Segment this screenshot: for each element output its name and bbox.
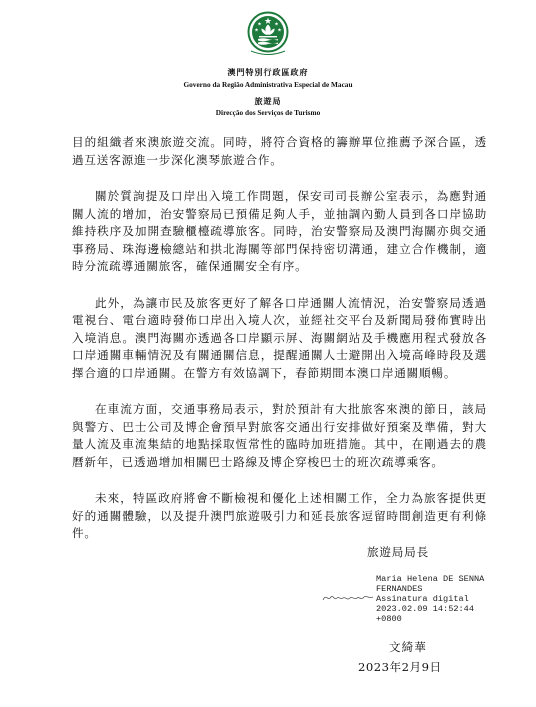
handwritten-signature bbox=[322, 590, 374, 604]
digital-signature-block bbox=[376, 574, 496, 624]
government-name-chinese: 澳門特別行政區政府 bbox=[227, 67, 309, 77]
body-paragraph: 此外，為讓市民及旅客更好了解各口岸通關人流情況，治安警察局透過電視台、電台適時發佈口岸出入境人次，並經社交平台及新聞局發佈實時出入境消息。澳門海關亦透過各口岸顯示屏、海關網站及手機應用程式發放各口岸通關車輛情況及有關通關信息，提醒通關人士避開出入境高峰時段及選擇合適的口岸通關。在警方有效協調下，春節期間本澳口岸通關順暢。 bbox=[72, 295, 487, 380]
digital-signature-line: +0800 bbox=[376, 614, 402, 625]
body-paragraph: 關於質詢提及口岸出入境工作問題，保安司司長辦公室表示，為應對通關人流的增加，治安警察局已預備足夠人手，並抽調內勤人員到各口岸協助維持秩序及加開查驗櫃檯疏導旅客。同時，治安警察局及澳門海關亦與交通事務局、珠海邊檢總站和拱北海關等部門保持密切溝通，建立合作機制，適時分流疏導通關旅客，確保通關安全有序。 bbox=[72, 189, 487, 273]
digital-signature-line: Assinatura digital bbox=[376, 594, 469, 605]
digital-signature-line: FERNANDES bbox=[376, 584, 423, 595]
digital-signature-line: Maria Helena DE SENNA bbox=[376, 574, 485, 584]
body-paragraph: 未來，特區政府將會不斷檢視和優化上述相關工作，全力為旅客提供更好的通關體驗，以及提升澳門旅遊吸引力和延長旅客逗留時間創造更有利條件。 bbox=[72, 491, 487, 540]
macau-emblem-icon bbox=[247, 11, 289, 57]
document-date: 2023年2月9日 bbox=[358, 660, 442, 674]
directorate-name-portuguese: Direcção dos Serviços de Turismo bbox=[215, 108, 321, 117]
government-name-portuguese: Governo da Região Administrativa Especial de Macau bbox=[183, 80, 353, 89]
body-paragraph: 目的組織者來澳旅遊交流。同時，將符合資格的籌辦單位推薦予深合區，透過互送客源進一步深化澳琴旅遊合作。 bbox=[72, 135, 487, 167]
signatory-name: 文綺華 bbox=[389, 640, 427, 654]
digital-signature-line: 2023.02.09 14:52:44 bbox=[376, 604, 474, 615]
body-paragraph: 在車流方面，交通事務局表示，對於預計有大批旅客來澳的節日，該局與警方、巴士公司及博企會預早對旅客交通出行安排做好預案及準備，對大量人流及車流集結的地點採取恆常性的臨時加班措施。其中，在剛過去的農曆新年，已透過增加相關巴士路線及博企穿梭巴士的班次疏導乘客。 bbox=[72, 402, 487, 469]
document-body bbox=[72, 134, 487, 543]
directorate-name-chinese: 旅遊局 bbox=[254, 96, 282, 106]
signatory-title: 旅遊局局長 bbox=[367, 545, 429, 559]
